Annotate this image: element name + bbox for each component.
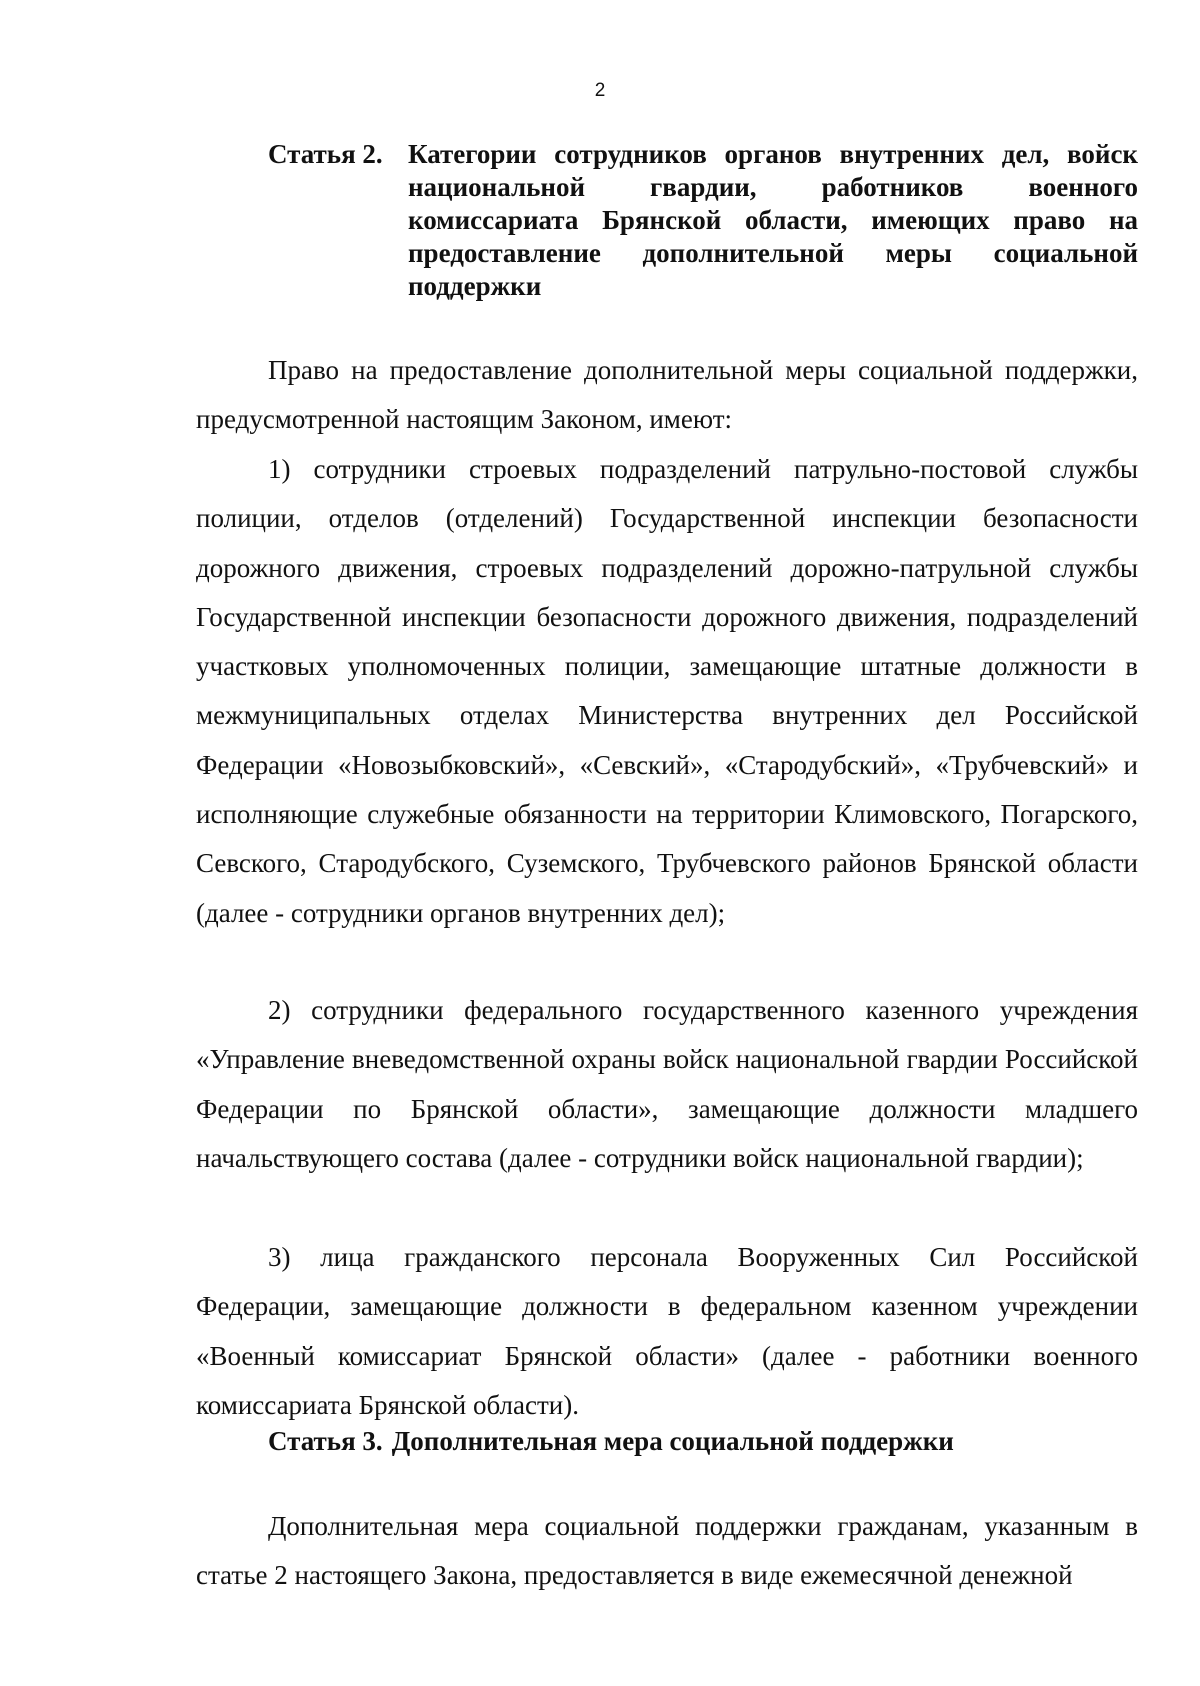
article-2-number: Статья 2.: [268, 139, 383, 169]
paragraph-intro: Право на предоставление дополнительной меры социальной поддержки, предусмотренной настоящим Законом, имеют:: [196, 355, 1138, 435]
list-item-2: 2) сотрудники федерального государственного казенного учреждения «Управление вневедомственной охраны войск национальной гвардии Российской Федерации по Брянской области», замещающие должности младшего начальствующего состава (далее - сотрудники войск национальной гвардии);: [196, 995, 1138, 1173]
article-2-heading: [268, 138, 1138, 303]
article-2-title: Категории сотрудников органов внутренних дел, войск национальной гвардии, работников военного комиссариата Брянской области, имеющих право на предоставление дополнительной меры социальной поддержки: [408, 139, 1138, 301]
list-item-3: 3) лица гражданского персонала Вооруженных Сил Российской Федерации, замещающие должности в федеральном казенном учреждении «Военный комиссариат Брянской области» (далее - работники военного комиссариата Брянской области).: [196, 1242, 1138, 1420]
page-number: 2: [594, 80, 606, 101]
list-item-1: 1) сотрудники строевых подразделений патрульно-постовой службы полиции, отделов (отделений) Государственной инспекции безопасности дорожного движения, строевых подразделений дорожно-патрульной службы Государственной инспекции безопасности дорожного движения, подразделений участковых уполномоченных полиции, замещающие штатные должности в межмуниципальных отделах Министерства внутренних дел Российской Федерации «Новозыбковский», «Севский», «Стародубский», «Трубчевский» и исполняющие служебные обязанности на территории Климовского, Погарского, Севского, Стародубского, Суземского, Трубчевского районов Брянской области (далее - сотрудники органов внутренних дел);: [196, 454, 1138, 928]
article-3-title: Дополнительная мера социальной поддержки: [391, 1426, 954, 1456]
article-3-paragraph: Дополнительная мера социальной поддержки гражданам, указанным в статье 2 настоящего Закона, предоставляется в виде ежемесячной денежной: [196, 1511, 1138, 1591]
article-3-heading: [268, 1425, 1138, 1458]
article-3-number: Статья 3.: [268, 1426, 383, 1456]
